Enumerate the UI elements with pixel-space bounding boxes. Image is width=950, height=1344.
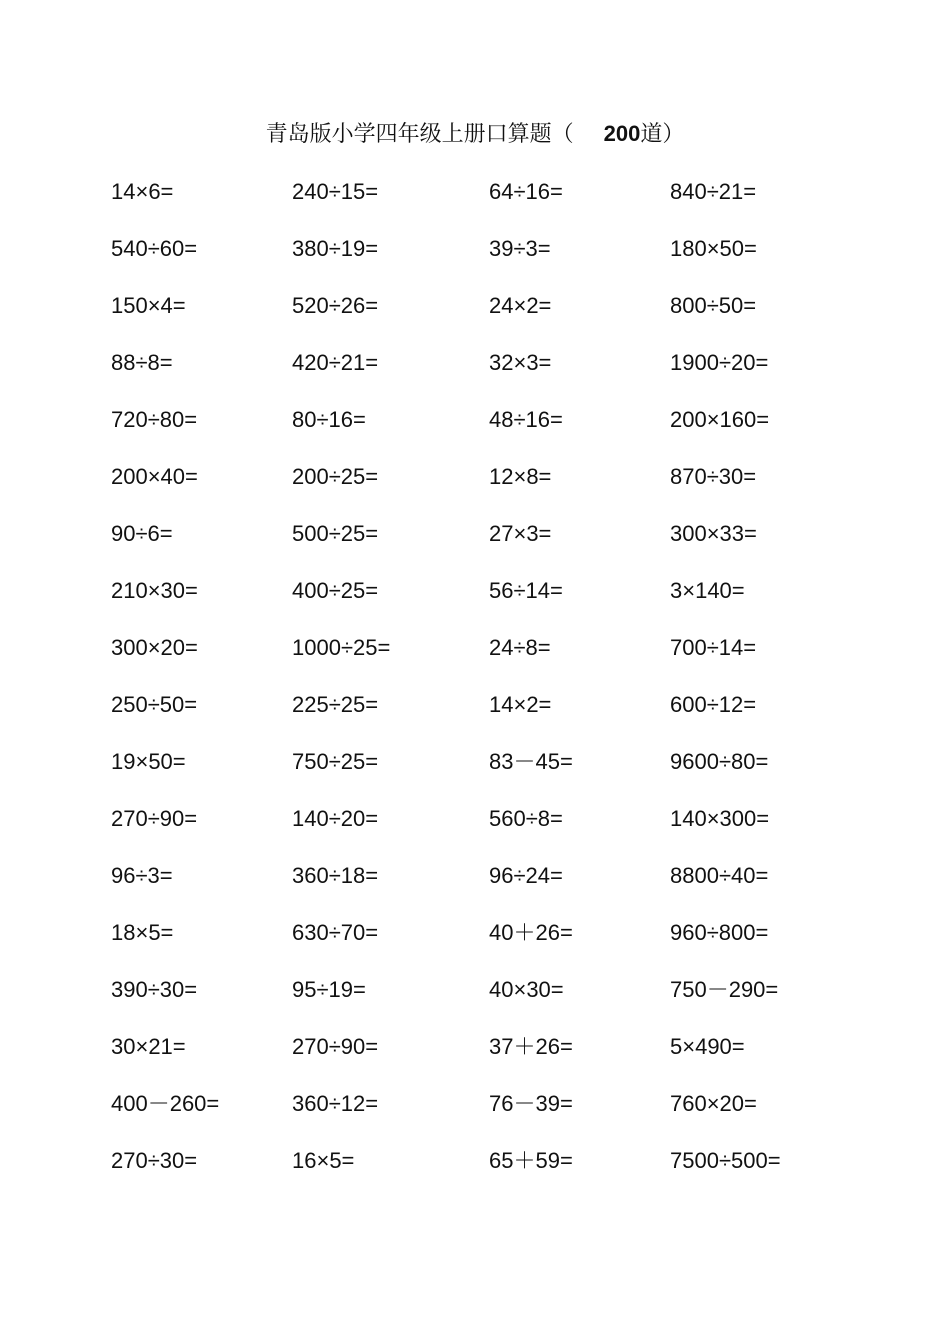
problem-r7-c1: 90÷6= (111, 521, 173, 546)
problem-r6-c1: 200×40= (111, 464, 198, 489)
problem-r3-c2: 520÷26= (292, 293, 379, 318)
problem-r13-c1: 96÷3= (111, 863, 173, 888)
problem-r16-c4: 5×490= (670, 1034, 745, 1059)
problem-r16-c3: 37＋26= (489, 1034, 573, 1059)
problem-r2-c4: 180×50= (670, 236, 757, 261)
problem-r9-c2: 1000÷25= (292, 635, 391, 660)
problem-r7-c2: 500÷25= (292, 521, 379, 546)
problem-r5-c3: 48÷16= (489, 407, 563, 432)
problem-r14-c4: 960÷800= (670, 920, 769, 945)
problem-r9-c1: 300×20= (111, 635, 198, 660)
problem-r8-c1: 210×30= (111, 578, 198, 603)
problem-r5-c2: 80÷16= (292, 407, 366, 432)
problem-r17-c2: 360÷12= (292, 1091, 379, 1116)
problem-r10-c3: 14×2= (489, 692, 552, 717)
problem-r7-c3: 27×3= (489, 521, 552, 546)
problem-r2-c1: 540÷60= (111, 236, 198, 261)
problem-r17-c1: 400－260= (111, 1091, 220, 1116)
title-count: 200 (603, 121, 641, 146)
problem-r18-c2: 16×5= (292, 1148, 355, 1173)
problem-r9-c3: 24÷8= (489, 635, 551, 660)
problem-r12-c4: 140×300= (670, 806, 770, 831)
problem-r12-c3: 560÷8= (489, 806, 563, 831)
problem-r14-c3: 40＋26= (489, 920, 573, 945)
problem-r18-c4: 7500÷500= (670, 1148, 781, 1173)
problem-r11-c3: 83－45= (489, 749, 573, 774)
problem-r4-c1: 88÷8= (111, 350, 173, 375)
problem-r5-c1: 720÷80= (111, 407, 198, 432)
problem-r3-c4: 800÷50= (670, 293, 757, 318)
problem-r17-c3: 76－39= (489, 1091, 573, 1116)
problem-r7-c4: 300×33= (670, 521, 757, 546)
problem-r8-c2: 400÷25= (292, 578, 379, 603)
problem-r1-c1: 14×6= (111, 179, 174, 204)
problem-r10-c1: 250÷50= (111, 692, 198, 717)
problem-r16-c1: 30×21= (111, 1034, 186, 1059)
problem-r6-c3: 12×8= (489, 464, 552, 489)
problem-r8-c4: 3×140= (670, 578, 745, 603)
problem-r2-c3: 39÷3= (489, 236, 551, 261)
problem-r2-c2: 380÷19= (292, 236, 379, 261)
title-prefix: 青岛版小学四年级上册口算题（ (265, 122, 574, 147)
problem-r12-c1: 270÷90= (111, 806, 198, 831)
problem-r16-c2: 270÷90= (292, 1034, 379, 1059)
problem-r9-c4: 700÷14= (670, 635, 757, 660)
problem-r6-c2: 200÷25= (292, 464, 379, 489)
problem-r12-c2: 140÷20= (292, 806, 379, 831)
problem-r1-c4: 840÷21= (670, 179, 757, 204)
problem-r15-c2: 95÷19= (292, 977, 366, 1002)
problem-r14-c1: 18×5= (111, 920, 174, 945)
problem-r6-c4: 870÷30= (670, 464, 757, 489)
title-suffix: 道） (640, 122, 685, 147)
problem-r3-c1: 150×4= (111, 293, 186, 318)
problem-r13-c3: 96÷24= (489, 863, 563, 888)
problem-r8-c3: 56÷14= (489, 578, 563, 603)
problem-r18-c1: 270÷30= (111, 1148, 198, 1173)
problem-r5-c4: 200×160= (670, 407, 770, 432)
problem-r18-c3: 65＋59= (489, 1148, 573, 1173)
problem-r13-c4: 8800÷40= (670, 863, 769, 888)
problem-r1-c3: 64÷16= (489, 179, 563, 204)
problem-r14-c2: 630÷70= (292, 920, 379, 945)
problem-r11-c1: 19×50= (111, 749, 186, 774)
problem-r15-c3: 40×30= (489, 977, 564, 1002)
problem-r4-c3: 32×3= (489, 350, 552, 375)
problem-r4-c4: 1900÷20= (670, 350, 769, 375)
problem-r1-c2: 240÷15= (292, 179, 379, 204)
problem-r11-c2: 750÷25= (292, 749, 379, 774)
problem-r3-c3: 24×2= (489, 293, 552, 318)
problem-r17-c4: 760×20= (670, 1091, 757, 1116)
problem-r15-c1: 390÷30= (111, 977, 198, 1002)
problem-r11-c4: 9600÷80= (670, 749, 769, 774)
problem-r10-c2: 225÷25= (292, 692, 379, 717)
problem-r10-c4: 600÷12= (670, 692, 757, 717)
problem-r15-c4: 750－290= (670, 977, 779, 1002)
problem-r4-c2: 420÷21= (292, 350, 379, 375)
problem-r13-c2: 360÷18= (292, 863, 379, 888)
